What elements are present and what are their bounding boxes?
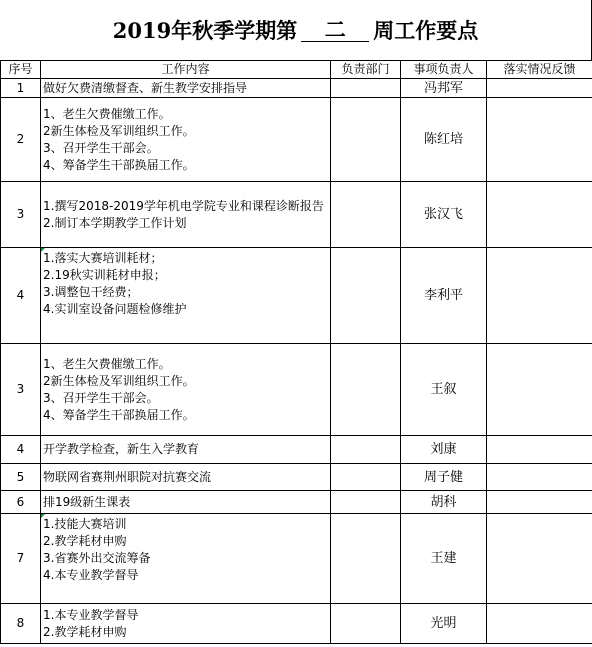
- dept-cell[interactable]: [331, 436, 401, 464]
- content-line: 1、老生欠费催缴工作。: [43, 356, 171, 371]
- row-number[interactable]: 8: [1, 604, 41, 644]
- content-line: 3、召开学生干部会。: [43, 140, 159, 155]
- row-number[interactable]: 5: [1, 464, 41, 491]
- work-content-cell[interactable]: [41, 344, 331, 436]
- title-suffix: 周工作要点: [373, 18, 479, 43]
- person-cell[interactable]: 胡科: [401, 491, 487, 514]
- person-cell[interactable]: 周子健: [401, 464, 487, 491]
- table-row: [1, 182, 592, 248]
- content-line: 1.落实大赛培训耗材；: [43, 251, 163, 265]
- person-cell[interactable]: 刘康: [401, 436, 487, 464]
- table-row: [1, 98, 592, 182]
- person-cell[interactable]: 王建: [401, 514, 487, 604]
- dept-cell[interactable]: [331, 98, 401, 182]
- content-line: 3、召开学生干部会。: [43, 390, 159, 405]
- title-prefix: 2019年秋季学期第: [112, 18, 298, 43]
- content-line: 2.19秋实训耗材申报；: [43, 268, 166, 282]
- content-line: 4、筹备学生干部换届工作。: [43, 407, 195, 422]
- person-cell[interactable]: 张汉飞: [401, 182, 487, 248]
- content-line: 1、老生欠费催缴工作。: [43, 106, 171, 121]
- table-row: [1, 604, 592, 644]
- dept-cell[interactable]: [331, 491, 401, 514]
- feedback-cell[interactable]: [487, 436, 592, 464]
- row-number[interactable]: 7: [1, 514, 41, 604]
- content-line: 物联网省赛荆州职院对抗赛交流: [43, 469, 212, 484]
- dept-cell[interactable]: [331, 514, 401, 604]
- person-cell[interactable]: 王叙: [401, 344, 487, 436]
- person-cell[interactable]: 陈红培: [401, 98, 487, 182]
- work-content-cell[interactable]: [41, 98, 331, 182]
- feedback-cell[interactable]: [487, 182, 592, 248]
- content-line: 4、筹备学生干部换届工作。: [43, 157, 195, 172]
- content-line: 3.省赛外出交流筹备: [43, 551, 151, 565]
- content-line: 做好欠费清缴督查、新生教学安排指导: [43, 80, 248, 95]
- dept-cell[interactable]: [331, 604, 401, 644]
- header-feedback: 落实情况反馈: [487, 61, 592, 79]
- content-line: 2新生体检及军训组织工作。: [43, 123, 195, 138]
- row-number[interactable]: 4: [1, 248, 41, 344]
- page-title: [0, 0, 592, 60]
- work-content-cell[interactable]: [41, 514, 331, 604]
- work-plan-table: [0, 60, 592, 644]
- content-line: 2.教学耗材申购: [43, 534, 127, 548]
- work-content-cell[interactable]: [41, 182, 331, 248]
- content-line: 1.技能大赛培训: [43, 517, 127, 531]
- dept-cell[interactable]: [331, 79, 401, 98]
- content-line: 2.制订本学期教学工作计划: [43, 215, 187, 230]
- header-person: 事项负责人: [401, 61, 487, 79]
- work-content-cell[interactable]: [41, 436, 331, 464]
- content-line: 3.调整包干经费；: [43, 285, 139, 299]
- row-number[interactable]: 2: [1, 98, 41, 182]
- content-line: 1.本专业教学督导: [43, 607, 139, 622]
- table-row: [1, 436, 592, 464]
- dept-cell[interactable]: [331, 344, 401, 436]
- work-content-cell[interactable]: [41, 79, 331, 98]
- header-no: 序号: [1, 61, 41, 79]
- work-content-cell[interactable]: [41, 604, 331, 644]
- row-number[interactable]: 1: [1, 79, 41, 98]
- content-line: 2.教学耗材申购: [43, 624, 127, 639]
- person-cell[interactable]: 光明: [401, 604, 487, 644]
- table-row: [1, 344, 592, 436]
- table-row: [1, 464, 592, 491]
- table-row: [1, 248, 592, 344]
- work-content-cell[interactable]: [41, 491, 331, 514]
- dept-cell[interactable]: [331, 182, 401, 248]
- content-line: 2新生体检及军训组织工作。: [43, 373, 195, 388]
- content-line: 4.本专业教学督导: [43, 568, 139, 582]
- dept-cell[interactable]: [331, 248, 401, 344]
- feedback-cell[interactable]: [487, 491, 592, 514]
- row-number[interactable]: 3: [1, 182, 41, 248]
- content-line: 4.实训室设备问题检修维护: [43, 302, 187, 316]
- work-content-cell[interactable]: [41, 464, 331, 491]
- content-line: 排19级新生课表: [43, 494, 131, 509]
- feedback-cell[interactable]: [487, 604, 592, 644]
- feedback-cell[interactable]: [487, 464, 592, 491]
- table-row: [1, 514, 592, 604]
- table-row: [1, 79, 592, 98]
- feedback-cell[interactable]: [487, 344, 592, 436]
- feedback-cell[interactable]: [487, 98, 592, 182]
- row-number[interactable]: 4: [1, 436, 41, 464]
- dept-cell[interactable]: [331, 464, 401, 491]
- feedback-cell[interactable]: [487, 514, 592, 604]
- table-header-row: [1, 61, 592, 79]
- work-content-cell[interactable]: [41, 248, 331, 344]
- row-number[interactable]: 6: [1, 491, 41, 514]
- feedback-cell[interactable]: [487, 79, 592, 98]
- header-dept: 负责部门: [331, 61, 401, 79]
- content-line: 开学教学检查，新生入学教育: [43, 442, 200, 456]
- title-week-number: 二: [301, 19, 369, 42]
- content-line: 1.撰写2018-2019学年机电学院专业和课程诊断报告: [43, 198, 324, 213]
- person-cell[interactable]: 冯邦军: [401, 79, 487, 98]
- table-row: [1, 491, 592, 514]
- header-content: 工作内容: [41, 61, 331, 79]
- row-number[interactable]: 3: [1, 344, 41, 436]
- person-cell[interactable]: 李利平: [401, 248, 487, 344]
- feedback-cell[interactable]: [487, 248, 592, 344]
